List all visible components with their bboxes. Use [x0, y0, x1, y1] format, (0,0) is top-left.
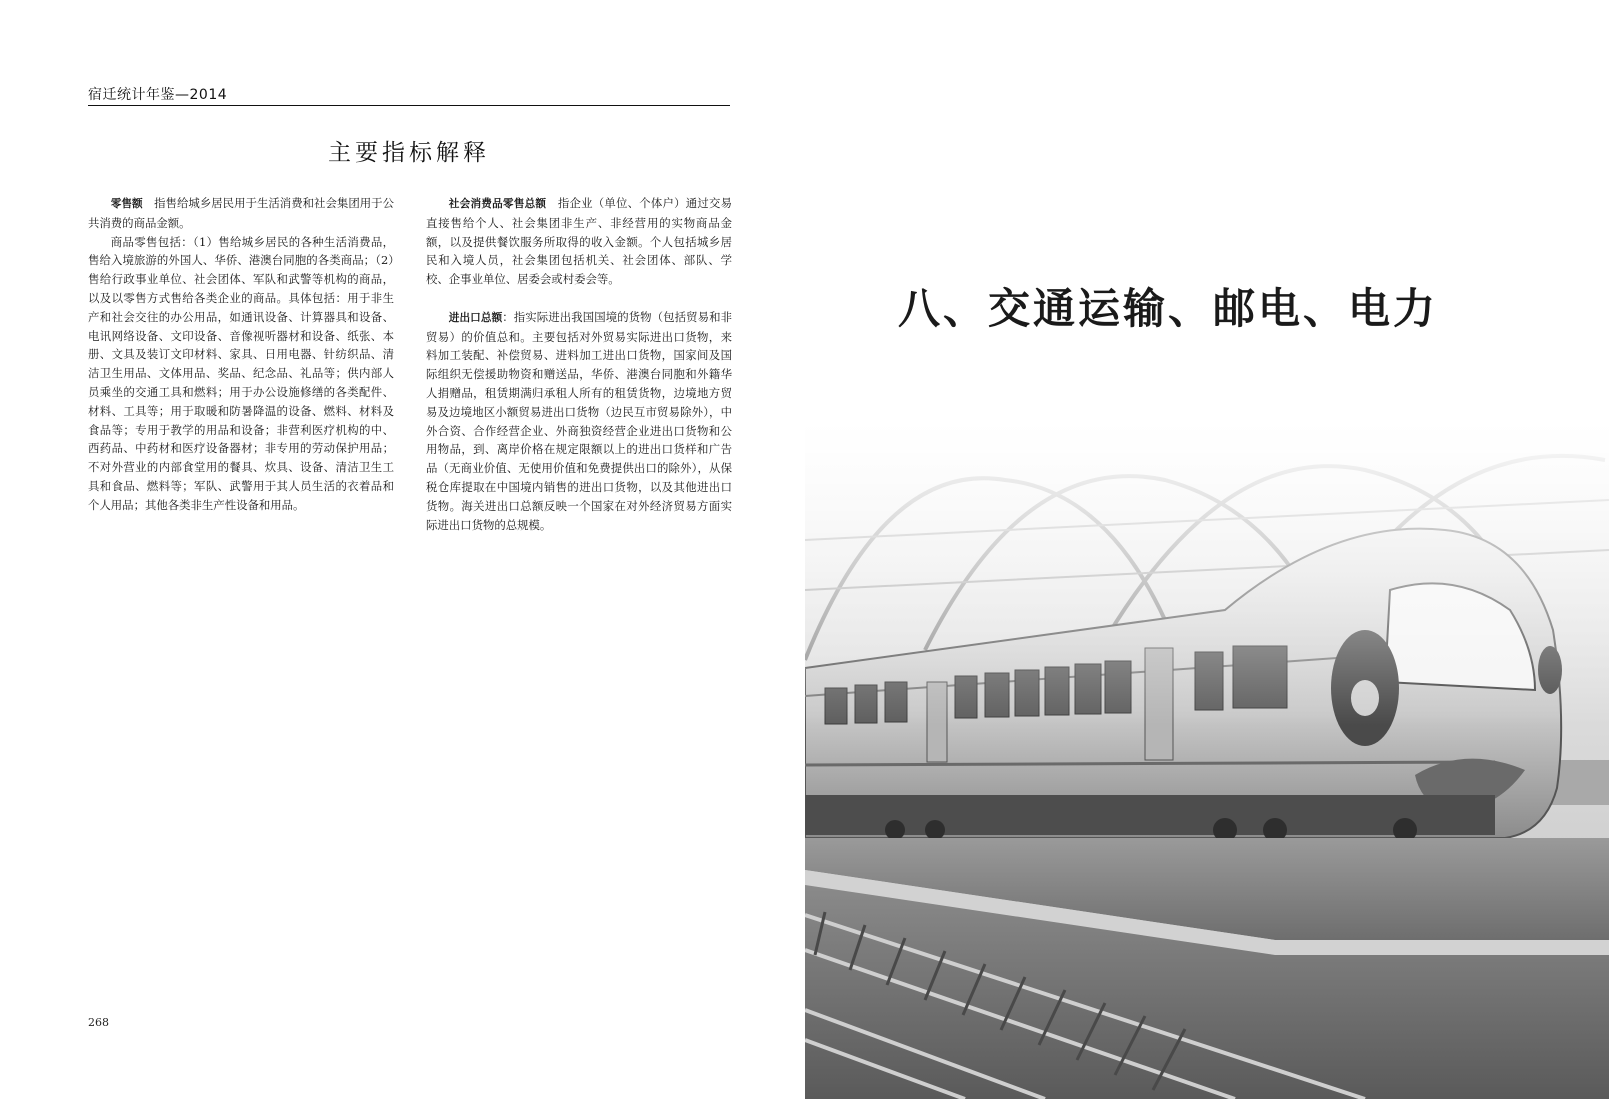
yearbook-header-title: 宿迁统计年鉴—2014 [88, 87, 228, 103]
header-rule [88, 105, 730, 106]
left-text-column [88, 194, 394, 515]
term-retail-sales: 零售额 [110, 198, 143, 210]
definition-retail-sales: 指售给城乡居民用于生活消费和社会集团用于公共消费的商品金额。 [88, 196, 394, 230]
definition-import-export: ：指实际进出我国国境的货物（包括贸易和非贸易）的价值总和。主要包括对外贸易实际进出口货物，来料加工装配、补偿贸易、进料加工进出口货物，国家间及国际组织无偿援助物资和赠送品，华侨、港澳台同胞和外籍华人捐赠品，租赁期满归承租人所有的租赁货物，边境地方贸易及边境地区小额贸易进出口货物（边民互市贸易除外），中外合资、合作经营企业、外商独资经营企业进出口货物和公用物品，到、离岸价格在规定限额以上的进出口货样和广告品（无商业价值、无使用价值和免费提供出口的除外），从保税仓库提取在中国境内销售的进出口货物，以及其他进出口货物。海关进出口总额反映一个国家在对外经济贸易方面实际进出口货物的总规模。 [426, 309, 732, 532]
paragraph-retail-sales [88, 194, 394, 233]
train-at-station-photo [805, 420, 1609, 1099]
section-title: 主要指标解释 [328, 140, 490, 166]
term-total-retail: 社会消费品零售总额 [448, 198, 547, 210]
definition-total-retail: 指企业（单位、个体户）通过交易直接售给个人、社会集团非生产、非经营用的实物商品金额，以及提供餐饮服务所取得的收入金额。个人包括城乡居民和入境人员，社会集团包括机关、社会团体、部队、学校、企事业单位、居委会或村委会等。 [426, 196, 732, 287]
chapter-title: 八、交通运输、邮电、电力 [898, 284, 1439, 333]
page-number: 268 [88, 1016, 109, 1029]
paragraph-retail-items: 商品零售包括：（1）售给城乡居民的各种生活消费品，售给入境旅游的外国人、华侨、港澳台同胞的各类商品；（2）售给行政事业单位、社会团体、军队和武警等机构的商品，以及以零售方式售给各类企业的商品。具体包括：用于非生产和社会交往的办公用品，如通讯设备、计算器具和设备、电讯网络设备、文印设备、音像视听器材和设备、纸张、本册、文具及装订文印材料、家具、日用电器、针纺织品、清洁卫生用品、文体用品、奖品、纪念品、礼品等；供内部人员乘坐的交通工具和燃料；用于办公设施修缮的各类配件、材料、工具等；用于取暖和防暑降温的设备、燃料、材料及食品等；专用于教学的用品和设备；非营利医疗机构的中、西药品、中药材和医疗设备器材；非专用的劳动保护用品；不对外营业的内部食堂用的餐具、炊具、设备、清洁卫生工具和食品、燃料等；军队、武警用于其人员生活的衣着品和个人用品；其他各类非生产性设备和用品。 [88, 234, 394, 512]
paragraph-total-retail [426, 194, 732, 289]
term-import-export: 进出口总额 [448, 311, 503, 324]
right-text-column [426, 194, 732, 534]
paragraph-import-export [426, 308, 732, 535]
